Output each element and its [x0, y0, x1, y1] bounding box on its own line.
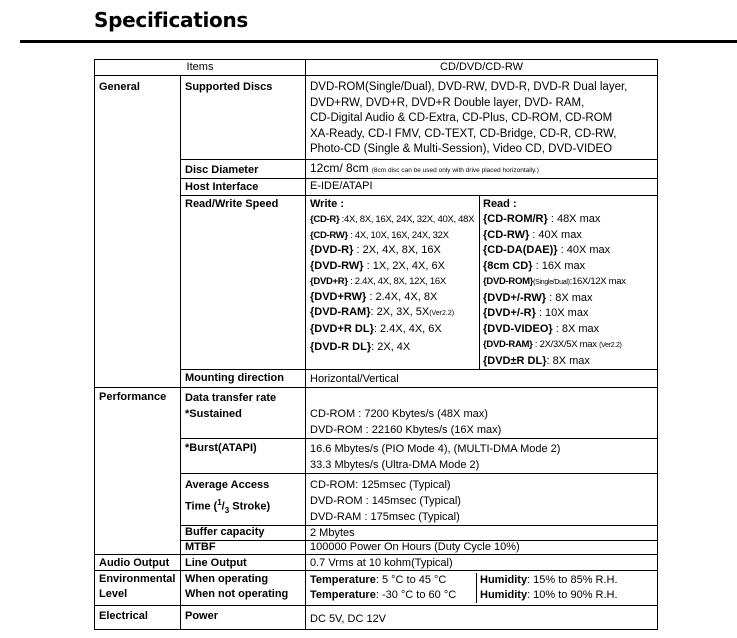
disc-diameter-value: 12cm/ 8cm	[310, 160, 369, 175]
environmental-label-1: Environmental	[99, 573, 176, 585]
humidity-value: : 10% to 90% R.H.	[527, 589, 618, 601]
temperature-label: Temperature	[310, 589, 376, 601]
read-speeds-value: : 8X max	[546, 291, 593, 304]
header-model: CD/DVD/CD-RW	[306, 60, 658, 76]
read-speeds-value: : 40X max	[529, 228, 582, 241]
header-items: Items	[95, 60, 306, 76]
write-media: {DVD+R DL}	[310, 322, 374, 335]
value-power: DC 5V, DC 12V	[306, 606, 658, 630]
label-mtbf: MTBF	[181, 540, 306, 554]
table-row	[95, 76, 658, 160]
label-data-transfer-rate	[181, 387, 306, 438]
read-row	[483, 354, 657, 370]
read-media: {CD-ROM/R}	[483, 213, 548, 225]
read-row	[483, 337, 657, 354]
read-media: {CD-RW}	[483, 228, 530, 241]
write-row	[310, 340, 477, 356]
supported-discs-line: Photo-CD (Single & Multi-Session), Video CD, DVD-VIDEO	[310, 143, 613, 155]
read-media: {DVD-ROM}	[483, 276, 534, 287]
humidity-value: : 15% to 85% R.H.	[527, 574, 618, 586]
write-media: {DVD-R}	[310, 244, 354, 256]
write-row	[310, 228, 477, 244]
label-rw-speed: Read/Write Speed	[181, 195, 306, 370]
access-label-2: Time ($^1/_3$ Stroke)	[185, 497, 271, 515]
value-buffer-capacity: 2 Mbytes	[306, 525, 658, 540]
temperature-label: Temperature	[310, 574, 376, 586]
transfer-label-1: Data transfer rate	[185, 391, 277, 404]
read-speeds-value: :16X/12X max	[569, 276, 626, 287]
write-speeds-value: : 2.4X, 4X, 6X	[373, 322, 442, 335]
value-rw-speed	[306, 195, 658, 370]
temperature-value: : -30 °C to 60 °C	[375, 589, 457, 601]
write-speeds-value: : 2.4X, 4X, 8X, 12X, 16X	[347, 276, 446, 287]
read-note: (Single/Dual)	[533, 279, 570, 286]
hum-operating	[480, 573, 618, 588]
read-title: Read :	[483, 197, 517, 210]
read-row	[483, 306, 657, 322]
write-media: {DVD-RW}	[310, 259, 364, 272]
humidity-label: Humidity	[480, 574, 528, 586]
write-row	[310, 290, 477, 306]
write-speeds-value: : 2X, 3X, 5X	[370, 306, 430, 318]
environmental-label-2: Level	[99, 588, 128, 600]
table-row	[95, 571, 658, 606]
value-access-time	[306, 473, 658, 525]
table-header-row	[95, 60, 658, 76]
write-speeds	[310, 196, 480, 370]
read-media: {DVD-VIDEO}	[483, 322, 553, 335]
category-electrical: Electrical	[95, 606, 181, 630]
when-operating-label: When operating	[185, 573, 269, 585]
read-speeds-value: : 48X max	[547, 213, 601, 225]
humidity-label: Humidity	[480, 589, 528, 601]
read-media: {CD-DA(DAE)}	[483, 244, 558, 256]
write-media: {CD-R}	[310, 214, 340, 225]
label-mounting-direction: Mounting direction	[181, 370, 306, 388]
rw-speed-split	[310, 196, 657, 370]
fraction-denominator: 3	[224, 505, 230, 515]
label-buffer-capacity: Buffer capacity	[181, 525, 306, 540]
value-data-transfer-rate	[306, 387, 658, 438]
read-media: {DVD-RAM}	[483, 339, 533, 350]
supported-discs-line: CD-Digital Audio & CD-Extra, CD-Plus, CD-ROM, CD-ROM	[310, 112, 613, 124]
value-host-interface: E-IDE/ATAPI	[306, 179, 658, 196]
label-host-interface: Host Interface	[181, 179, 306, 196]
transfer-label-2: *Sustained	[185, 407, 242, 420]
category-general: General	[95, 76, 181, 388]
read-speeds-value: : 8X max	[546, 354, 590, 367]
write-speeds-value: : 2.4X, 4X, 8X	[366, 290, 438, 303]
write-speeds-value: : 2X, 4X, 8X, 16X	[353, 244, 441, 256]
hum-not-operating	[480, 588, 618, 603]
read-row	[483, 259, 657, 275]
label-access-time	[181, 473, 306, 525]
category-environmental	[95, 571, 181, 606]
write-speeds-value: : 2X, 4X	[371, 341, 411, 353]
table-row	[95, 387, 658, 438]
read-speeds-value: : 16X max	[532, 259, 586, 272]
read-speeds-value: : 40X max	[557, 244, 611, 256]
write-note: (Ver2.2)	[429, 310, 455, 317]
temp-not-operating	[310, 588, 476, 603]
when-not-operating-label: When not operating	[185, 588, 289, 600]
value-mounting-direction: Horizontal/Vertical	[306, 370, 658, 388]
temperature-value: : 5 °C to 45 °C	[375, 574, 447, 586]
environmental-split	[310, 573, 657, 603]
category-audio-output: Audio Output	[95, 554, 181, 571]
read-media: {DVD±R DL}	[483, 354, 547, 367]
transfer-line: CD-ROM : 7200 Kbytes/s (48X max)	[310, 407, 488, 420]
read-row	[483, 291, 657, 307]
temperature-column	[310, 573, 477, 603]
read-speeds-value: : 2X/3X/5X max	[532, 339, 597, 350]
read-media: {8cm CD}	[483, 259, 533, 272]
access-label-prefix: Time (	[185, 500, 218, 513]
write-row	[310, 322, 477, 338]
value-line-output: 0.7 Vrms at 10 kohm(Typical)	[306, 554, 658, 571]
write-speeds-value: : 4X, 10X, 16X, 24X, 32X	[347, 229, 449, 241]
read-speeds-value: : 8X max	[552, 322, 600, 335]
humidity-column	[477, 573, 618, 603]
write-row	[310, 305, 477, 322]
supported-discs-line: XA-Ready, CD-I FMV, CD-TEXT, CD-Bridge, CD-R, CD-RW,	[310, 127, 617, 140]
write-media: {DVD+R}	[310, 276, 348, 287]
value-environmental	[306, 571, 658, 606]
title-divider	[20, 40, 737, 43]
page-title: Specifications	[94, 8, 249, 32]
write-row	[310, 259, 477, 275]
read-row	[483, 228, 657, 244]
label-burst: *Burst(ATAPI)	[181, 438, 306, 473]
read-media: {DVD+/-R}	[483, 307, 536, 319]
write-row	[310, 274, 477, 290]
access-line: DVD-RAM : 175msec (Typical)	[310, 510, 460, 523]
burst-line: 16.6 Mbytes/s (PIO Mode 4), (MULTI-DMA Mode 2)	[310, 442, 561, 455]
label-power: Power	[181, 606, 306, 630]
read-row	[483, 212, 657, 228]
value-disc-diameter	[306, 159, 658, 179]
read-speeds-value: : 10X max	[535, 307, 589, 319]
value-supported-discs	[306, 76, 658, 160]
label-line-output: Line Output	[181, 554, 306, 571]
write-row	[310, 212, 477, 228]
fraction-numerator: 1	[217, 497, 222, 507]
read-row	[483, 322, 657, 338]
value-burst	[306, 438, 658, 473]
temp-operating	[310, 573, 476, 588]
write-title: Write :	[310, 197, 345, 210]
read-speeds	[480, 196, 657, 370]
table-row	[95, 606, 658, 630]
supported-discs-line: DVD+RW, DVD+R, DVD+R Double layer, DVD- RAM,	[310, 96, 585, 109]
access-label-suffix: Stroke)	[229, 500, 271, 513]
write-row	[310, 243, 477, 259]
write-media: {DVD-RAM}	[310, 306, 371, 318]
write-speeds-value: :4X, 8X, 16X, 24X, 32X, 40X, 48X	[339, 214, 475, 225]
table-row	[95, 554, 658, 571]
read-row	[483, 274, 657, 291]
read-note: (Ver2.2)	[599, 342, 622, 349]
write-media: {CD-RW}	[310, 229, 348, 241]
transfer-line: DVD-ROM : 22160 Kbytes/s (16X max)	[310, 423, 502, 436]
specifications-table	[94, 59, 658, 630]
access-label-1: Average Access	[185, 478, 270, 491]
category-performance: Performance	[95, 387, 181, 554]
value-mtbf: 100000 Power On Hours (Duty Cycle 10%)	[306, 540, 658, 554]
write-media: {DVD+RW}	[310, 290, 367, 303]
access-line: CD-ROM: 125msec (Typical)	[310, 478, 451, 491]
write-speeds-value: : 1X, 2X, 4X, 6X	[363, 259, 445, 272]
write-media: {DVD-R DL}	[310, 341, 372, 353]
disc-diameter-note: (8cm disc can be used only with drive placed horizontally.)	[371, 166, 539, 174]
burst-line: 33.3 Mbytes/s (Ultra-DMA Mode 2)	[310, 458, 480, 471]
access-line: DVD-ROM : 145msec (Typical)	[310, 494, 461, 507]
supported-discs-line: DVD-ROM(Single/Dual), DVD-RW, DVD-R, DVD-R Dual layer,	[310, 81, 628, 93]
label-disc-diameter: Disc Diameter	[181, 159, 306, 179]
label-operating-conditions	[181, 571, 306, 606]
read-media: {DVD+/-RW}	[483, 291, 547, 304]
read-row	[483, 243, 657, 259]
label-supported-discs: Supported Discs	[181, 76, 306, 160]
